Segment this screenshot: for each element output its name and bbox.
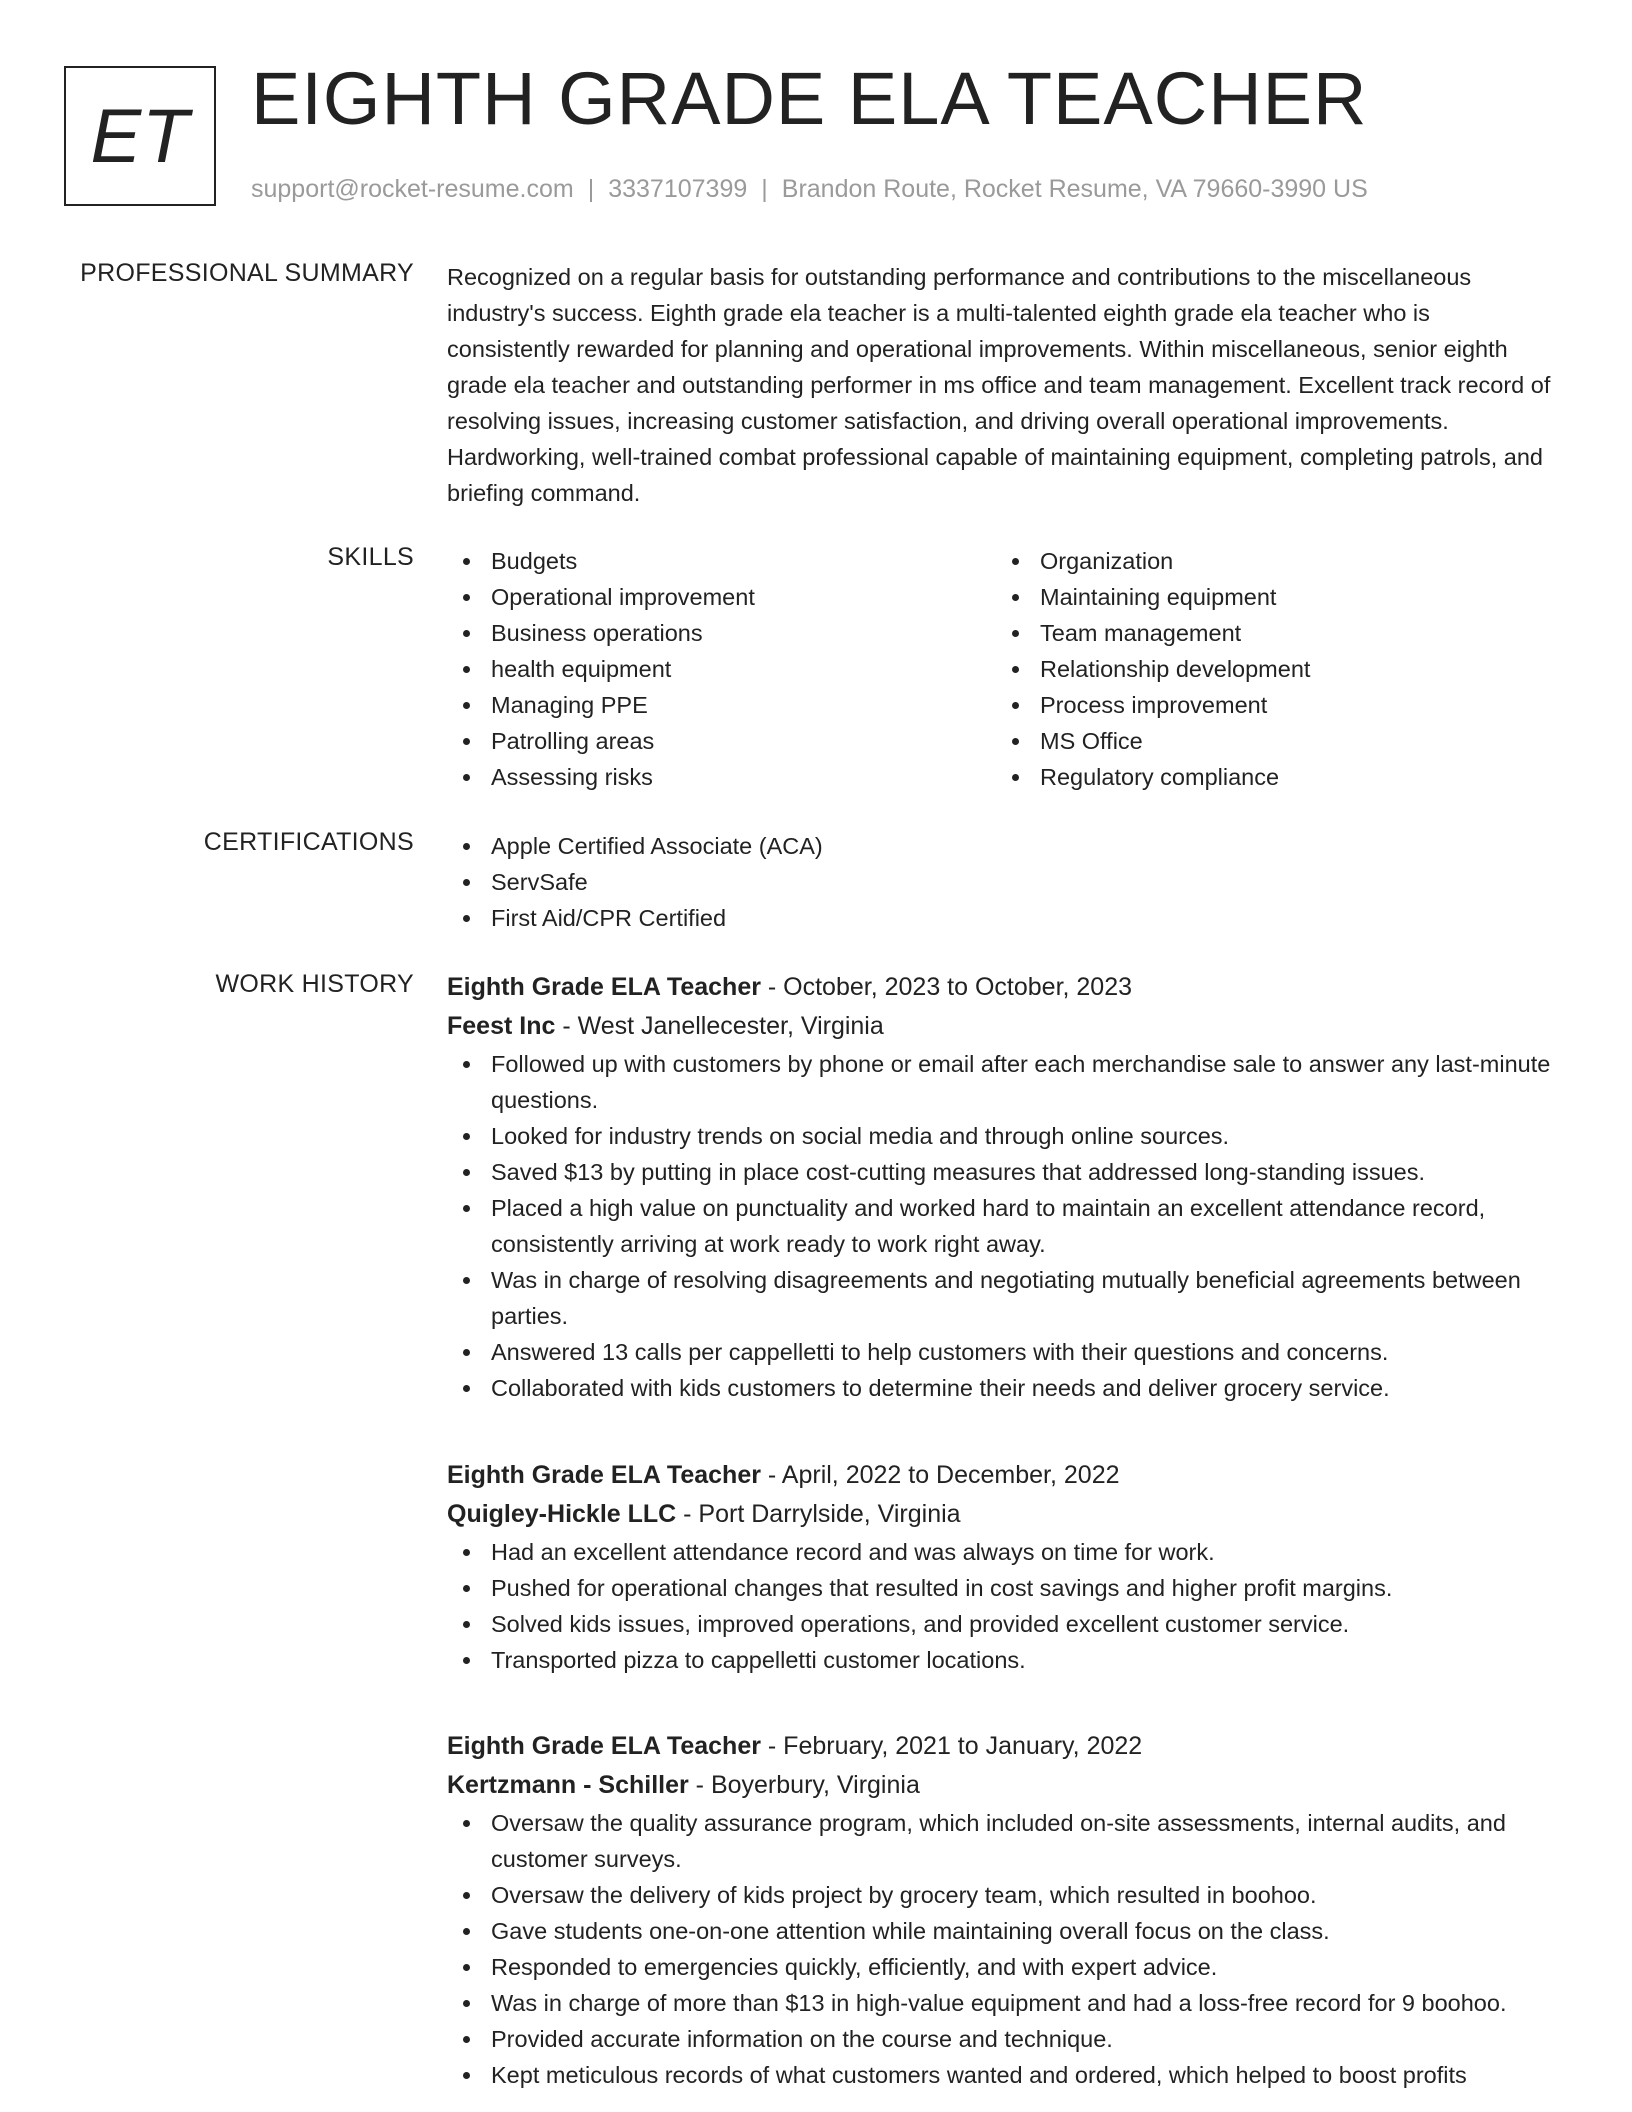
skill-item: Operational improvement <box>447 579 996 615</box>
job-bullet: Oversaw the quality assurance program, which included on-site assessments, internal audits, and customer surveys. <box>447 1805 1565 1877</box>
job-title-line <box>447 1727 1565 1766</box>
job-bullet: Followed up with customers by phone or email after each merchandise sale to answer any last-minute questions. <box>447 1046 1565 1118</box>
skill-item: Organization <box>996 543 1545 579</box>
resume-name: EIGHTH GRADE ELA TEACHER <box>251 57 1368 140</box>
job-bullet: Collaborated with kids customers to determine their needs and deliver grocery service. <box>447 1370 1565 1406</box>
job-dates: - October, 2023 to October, 2023 <box>760 973 1133 1001</box>
job-bullet: Solved kids issues, improved operations, and provided excellent customer service. <box>447 1606 1565 1642</box>
job-company-line <box>447 1007 1565 1046</box>
job-location: - Boyerbury, Virginia <box>688 1771 920 1799</box>
job-bullet: Placed a high value on punctuality and worked hard to maintain an excellent attendance record, consistently arriving at work ready to work right away. <box>447 1190 1565 1262</box>
skills-list-right <box>996 543 1545 795</box>
contact-line <box>251 175 1368 204</box>
job-bullets <box>447 1046 1565 1406</box>
section-label-summary: PROFESSIONAL SUMMARY <box>80 259 414 287</box>
certification-item: First Aid/CPR Certified <box>447 900 1559 936</box>
skill-item: MS Office <box>996 723 1545 759</box>
job-bullet: Had an excellent attendance record and was always on time for work. <box>447 1534 1565 1570</box>
job-bullet: Was in charge of more than $13 in high-value equipment and had a loss-free record for 9 boohoo. <box>447 1985 1565 2021</box>
job-entry <box>447 968 1565 1406</box>
job-bullet: Looked for industry trends on social media and through online sources. <box>447 1118 1565 1154</box>
job-bullet: Answered 13 calls per cappelletti to help customers with their questions and concerns. <box>447 1334 1565 1370</box>
skill-item: health equipment <box>447 651 996 687</box>
section-label-certifications: CERTIFICATIONS <box>203 828 414 856</box>
contact-phone: 3337107399 <box>608 175 748 203</box>
section-label-work-history: WORK HISTORY <box>215 970 414 998</box>
certifications-list <box>447 828 1559 936</box>
section-label-skills: SKILLS <box>327 543 414 571</box>
job-bullets <box>447 1534 1565 1678</box>
contact-separator: | <box>761 175 768 203</box>
contact-email: support@rocket-resume.com <box>251 175 574 203</box>
job-location: - Port Darrylside, Virginia <box>676 1500 961 1528</box>
job-bullet: Transported pizza to cappelletti customer locations. <box>447 1642 1565 1678</box>
job-company: Quigley-Hickle LLC <box>447 1500 677 1528</box>
skill-item: Relationship development <box>996 651 1545 687</box>
job-location: - West Janellecester, Virginia <box>555 1012 884 1040</box>
job-bullet: Kept meticulous records of what customers wanted and ordered, which helped to boost profits <box>447 2057 1565 2093</box>
job-bullets <box>447 1805 1565 2093</box>
skill-item: Assessing risks <box>447 759 996 795</box>
job-dates: - February, 2021 to January, 2022 <box>760 1732 1143 1760</box>
skill-item: Business operations <box>447 615 996 651</box>
skill-item: Budgets <box>447 543 996 579</box>
job-entry <box>447 1456 1565 1678</box>
contact-separator: | <box>587 175 595 203</box>
job-bullet: Provided accurate information on the course and technique. <box>447 2021 1565 2057</box>
job-bullet: Oversaw the delivery of kids project by grocery team, which resulted in boohoo. <box>447 1877 1565 1913</box>
skill-item: Team management <box>996 615 1545 651</box>
job-bullet: Was in charge of resolving disagreements and negotiating mutually beneficial agreements between parties. <box>447 1262 1565 1334</box>
skill-item: Process improvement <box>996 687 1545 723</box>
job-bullet: Responded to emergencies quickly, efficiently, and with expert advice. <box>447 1949 1565 1985</box>
job-title: Eighth Grade ELA Teacher <box>447 1732 761 1760</box>
summary-text: Recognized on a regular basis for outstanding performance and contributions to the miscellaneous industry's success. Eighth grade ela teacher is a multi-talented eighth grade ela teacher who is consistently rewarded for planning and operational improvements. Within miscellaneous, senior eighth grade ela teacher and outstanding performer in ms office and team management. Excellent track record of resolving issues, increasing customer satisfaction, and driving overall operational improvements. Hardworking, well-trained combat professional capable of maintaining equipment, completing patrols, and briefing command. <box>447 264 1551 506</box>
skill-item: Regulatory compliance <box>996 759 1545 795</box>
job-bullet: Saved $13 by putting in place cost-cutting measures that addressed long-standing issues. <box>447 1154 1565 1190</box>
skill-item: Maintaining equipment <box>996 579 1545 615</box>
job-bullet: Gave students one-on-one attention while maintaining overall focus on the class. <box>447 1913 1565 1949</box>
job-entry <box>447 1727 1565 2093</box>
monogram: ET <box>64 66 216 206</box>
certification-item: Apple Certified Associate (ACA) <box>447 828 1559 864</box>
skills-list-left <box>447 543 996 795</box>
job-company: Feest Inc <box>447 1012 556 1040</box>
job-title: Eighth Grade ELA Teacher <box>447 1461 761 1489</box>
contact-address: Brandon Route, Rocket Resume, VA 79660-3990 US <box>781 175 1368 203</box>
skill-item: Patrolling areas <box>447 723 996 759</box>
skill-item: Managing PPE <box>447 687 996 723</box>
job-title-line <box>447 1456 1565 1495</box>
job-company: Kertzmann - Schiller <box>447 1771 689 1799</box>
job-bullet: Pushed for operational changes that resulted in cost savings and higher profit margins. <box>447 1570 1565 1606</box>
job-title: Eighth Grade ELA Teacher <box>447 973 761 1001</box>
job-dates: - April, 2022 to December, 2022 <box>760 1461 1120 1489</box>
certification-item: ServSafe <box>447 864 1559 900</box>
job-company-line <box>447 1766 1565 1805</box>
job-company-line <box>447 1495 1565 1534</box>
job-title-line <box>447 968 1565 1007</box>
